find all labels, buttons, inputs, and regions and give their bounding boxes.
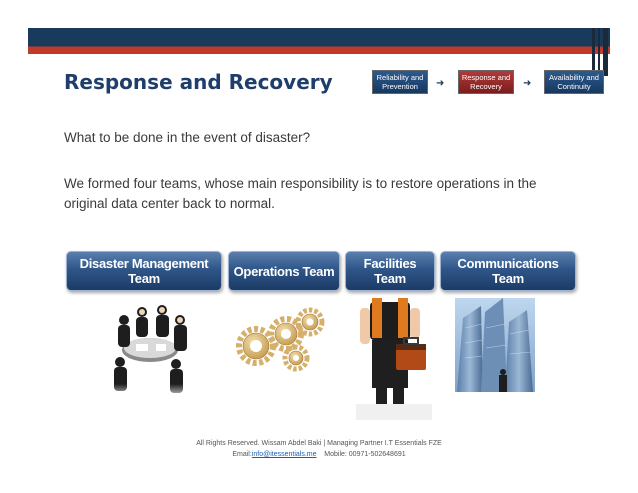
arrow-right-icon: ➜: [523, 78, 532, 89]
slide-title: Response and Recovery: [64, 70, 333, 94]
skyscrapers-businessman-illustration: [455, 298, 535, 392]
meeting-illustration: [106, 298, 194, 400]
technician-toolbox-illustration: [356, 298, 432, 420]
arrow-right-icon: ➜: [436, 78, 445, 89]
flow-step-reliability: [372, 70, 428, 94]
flow-step-availability: [544, 70, 604, 94]
header-bar: [28, 28, 610, 54]
team-communications: [440, 251, 576, 291]
footer-mobile: Mobile: 00971-502648691: [324, 451, 406, 458]
footer-contact: [0, 451, 638, 458]
team-label: Disaster Management Team: [79, 256, 209, 286]
gears-illustration: [232, 296, 328, 386]
flow-step-label: Response and Recovery: [461, 73, 511, 91]
header-bar-stripes: [592, 28, 610, 76]
footer-rights: All Rights Reserved. Wissam Abdel Baki | Managing Partner I.T Essentials FZE: [196, 440, 442, 447]
team-operations: [228, 251, 340, 291]
footer-email-label: Email:: [232, 451, 252, 458]
statement-text: We formed four teams, whose main responsibility is to restore operations in the original data center back to normal.: [64, 176, 537, 211]
question-text: What to be done in the event of disaster?: [64, 130, 311, 145]
flow-step-response: [458, 70, 514, 94]
team-label: Operations Team: [233, 263, 335, 279]
team-facilities: [345, 251, 435, 291]
flow-step-label: Availability and Continuity: [549, 73, 599, 91]
footer-email-link[interactable]: info@itessentials.me: [251, 451, 317, 458]
flow-step-label: Reliability and Prevention: [376, 73, 424, 91]
team-label: Facilities Team: [363, 256, 417, 286]
team-label: Communications Team: [457, 256, 559, 286]
process-flow: [372, 70, 608, 94]
team-disaster-management: [66, 251, 222, 291]
